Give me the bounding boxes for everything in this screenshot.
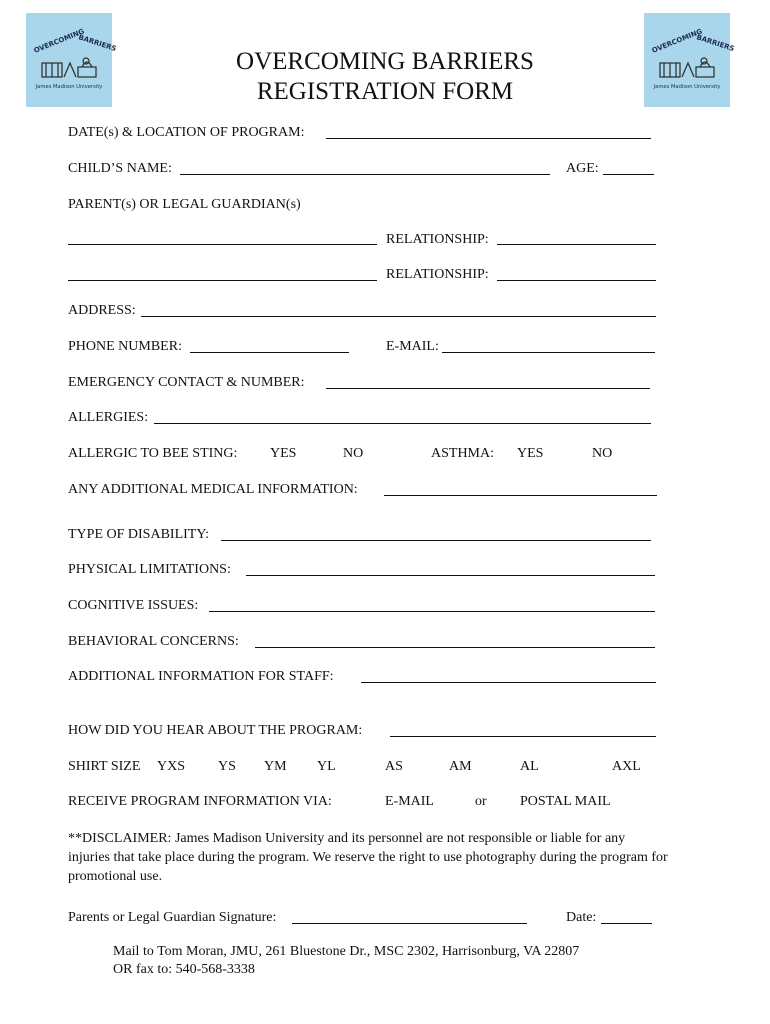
relationship1-label: RELATIONSHIP: [386, 232, 489, 247]
bee-sting-no-option[interactable]: NO [343, 446, 364, 461]
shirt-size-option[interactable]: YXS [157, 759, 186, 774]
disability-field[interactable] [221, 540, 651, 541]
date-location-field[interactable] [326, 138, 651, 139]
address-label: ADDRESS: [68, 303, 136, 318]
parent2-name-field[interactable] [68, 280, 377, 281]
relationship2-label: RELATIONSHIP: [386, 267, 489, 282]
form-title-line2: REGISTRATION FORM [256, 78, 514, 105]
emergency-contact-label: EMERGENCY CONTACT & NUMBER: [68, 375, 305, 390]
receive-info-label: RECEIVE PROGRAM INFORMATION VIA: [68, 794, 332, 809]
svg-text:OVERCOMING: OVERCOMING [650, 27, 704, 55]
phone-field[interactable] [190, 352, 349, 353]
shirt-size-option[interactable]: YM [264, 759, 287, 774]
bee-sting-yes-option[interactable]: YES [270, 446, 297, 461]
additional-medical-field[interactable] [384, 495, 657, 496]
or-text: or [475, 794, 487, 809]
signature-field[interactable] [292, 923, 527, 924]
allergies-label: ALLERGIES: [68, 410, 149, 425]
bee-sting-label: ALLERGIC TO BEE STING: [68, 446, 238, 461]
behavioral-concerns-field[interactable] [255, 647, 655, 648]
child-name-field[interactable] [180, 174, 550, 175]
asthma-label: ASTHMA: [431, 446, 495, 461]
child-name-label: CHILD’S NAME: [68, 161, 172, 176]
email-field[interactable] [442, 352, 655, 353]
shirt-size-option[interactable]: AS [385, 759, 403, 774]
age-label: AGE: [566, 161, 599, 176]
receive-email-option[interactable]: E-MAIL [385, 794, 434, 809]
asthma-yes-option[interactable]: YES [517, 446, 544, 461]
asthma-no-option[interactable]: NO [592, 446, 613, 461]
svg-text:BARRIERS: BARRIERS [695, 33, 736, 54]
shirt-size-option[interactable]: YS [218, 759, 236, 774]
disclaimer-text: **DISCLAIMER: James Madison University and its personnel are not responsible or liable for any injuries that take place during the program. We reserve the right to use photography during the program for promotional use. [68, 831, 668, 884]
date-location-label: DATE(s) & LOCATION OF PROGRAM: [68, 125, 305, 140]
fax-text: OR fax to: 540-568-3338 [113, 962, 255, 977]
receive-postal-option[interactable]: POSTAL MAIL [520, 794, 611, 809]
signature-label: Parents or Legal Guardian Signature: [68, 910, 277, 925]
behavioral-concerns-label: BEHAVIORAL CONCERNS: [68, 634, 239, 649]
shirt-size-option[interactable]: AL [520, 759, 539, 774]
svg-text:James Madison University: James Madison University [35, 84, 103, 90]
emergency-contact-field[interactable] [326, 388, 650, 389]
date-field[interactable] [601, 923, 652, 924]
relationship1-field[interactable] [497, 244, 656, 245]
form-title-line1: OVERCOMING BARRIERS [236, 48, 534, 75]
additional-staff-field[interactable] [361, 682, 656, 683]
physical-limitations-label: PHYSICAL LIMITATIONS: [68, 562, 231, 577]
date-label: Date: [566, 910, 597, 925]
svg-text:OVERCOMING: OVERCOMING [32, 27, 86, 55]
hear-about-field[interactable] [390, 736, 656, 737]
hear-about-label: HOW DID YOU HEAR ABOUT THE PROGRAM: [68, 723, 363, 738]
shirt-size-option[interactable]: AM [449, 759, 472, 774]
mail-address-text: Mail to Tom Moran, JMU, 261 Bluestone Dr., MSC 2302, Harrisonburg, VA 22807 [113, 944, 580, 959]
shirt-size-label: SHIRT SIZE [68, 759, 141, 774]
shirt-size-option[interactable]: YL [317, 759, 336, 774]
allergies-field[interactable] [154, 423, 651, 424]
relationship2-field[interactable] [497, 280, 656, 281]
shirt-size-option[interactable]: AXL [612, 759, 641, 774]
disability-label: TYPE OF DISABILITY: [68, 527, 210, 542]
svg-text:James Madison University: James Madison University [653, 84, 721, 90]
age-field[interactable] [603, 174, 654, 175]
phone-label: PHONE NUMBER: [68, 339, 182, 354]
svg-text:BARRIERS: BARRIERS [77, 33, 118, 54]
email-label: E-MAIL: [386, 339, 439, 354]
parent1-name-field[interactable] [68, 244, 377, 245]
address-field[interactable] [141, 316, 656, 317]
parents-label: PARENT(s) OR LEGAL GUARDIAN(s) [68, 197, 301, 212]
cognitive-issues-label: COGNITIVE ISSUES: [68, 598, 199, 613]
additional-medical-label: ANY ADDITIONAL MEDICAL INFORMATION: [68, 482, 358, 497]
additional-staff-label: ADDITIONAL INFORMATION FOR STAFF: [68, 669, 334, 684]
cognitive-issues-field[interactable] [209, 611, 655, 612]
physical-limitations-field[interactable] [246, 575, 655, 576]
